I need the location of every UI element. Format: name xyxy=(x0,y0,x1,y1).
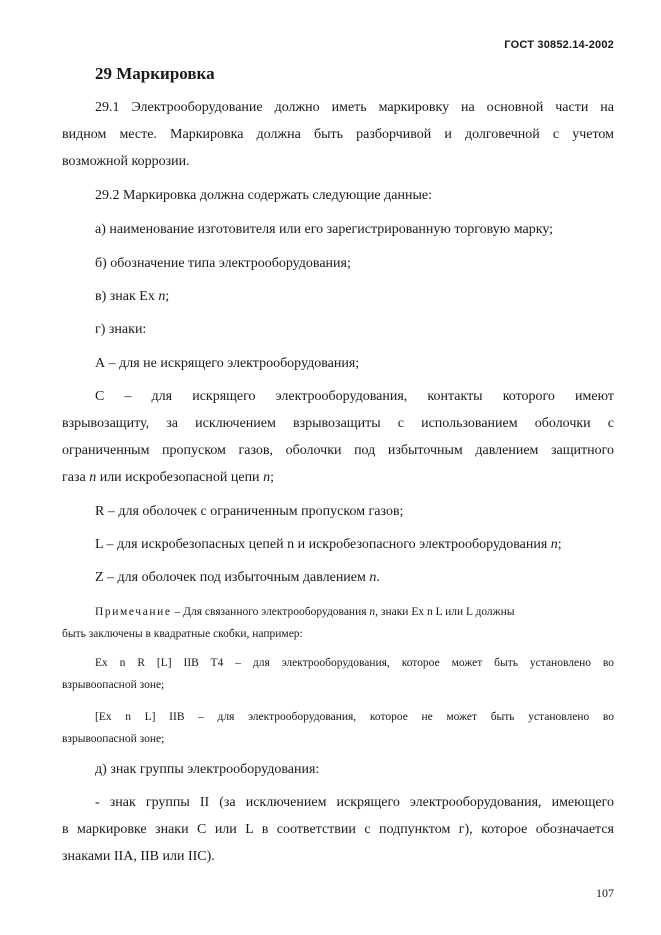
example-1-line2: взрывоопасной зоне; xyxy=(62,679,165,691)
mark-C-italic-2: n xyxy=(263,470,271,485)
item-v xyxy=(95,289,169,305)
group-mark-line3: знаками IIA, IIB или IIC). xyxy=(62,849,215,864)
paragraph-29-1-line1: 29.1 Электрооборудование должно иметь маркировку на основной части на xyxy=(95,100,614,115)
mark-C-line4-mid: или искробезопасной цепи xyxy=(96,470,264,485)
mark-C-line4-suffix: ; xyxy=(270,470,274,485)
mark-L-text: L – для искробезопасных цепей n и искробезопасного электрооборудования xyxy=(95,537,551,552)
paragraph-29-2: 29.2 Маркировка должна содержать следующие данные: xyxy=(95,188,432,203)
mark-Z-suffix: . xyxy=(376,570,380,585)
example-2-line1: [Ex n L] IIB – для электрооборудования, которое не может быть установлено во xyxy=(95,711,614,723)
mark-A: А – для не искрящего электрооборудования; xyxy=(95,356,360,371)
item-d: д) знак группы электрооборудования: xyxy=(95,762,320,777)
mark-C-line4 xyxy=(62,470,274,486)
note-text: – Для связанного электрооборудования xyxy=(171,606,370,618)
mark-L xyxy=(95,537,562,553)
mark-L-suffix: ; xyxy=(557,537,562,552)
item-a: а) наименование изготовителя или его зарегистрированную торговую марку; xyxy=(95,222,554,237)
group-mark-line1: - знак группы II (за исключением искрящего электрооборудования, имеющего xyxy=(95,795,614,810)
mark-C-line2: взрывозащиту, за исключением взрывозащиты с использованием оболочки с xyxy=(62,416,614,431)
item-g: г) знаки: xyxy=(95,322,147,337)
note-label: Примечание xyxy=(95,606,172,618)
page-number: 107 xyxy=(596,886,614,900)
item-v-text: в) знак Ex xyxy=(95,289,159,304)
note-italic: n xyxy=(369,606,376,618)
paragraph-29-1-line2: видном месте. Маркировка должна быть разборчивой и долговечной с учетом xyxy=(62,127,614,142)
mark-Z-text: Z – для оболочек под избыточным давлением xyxy=(95,570,370,585)
mark-C-line4-text: газа xyxy=(62,470,90,485)
standard-header: ГОСТ 30852.14-2002 xyxy=(504,39,614,51)
note-text-end: , знаки Ex n L или L должны xyxy=(375,606,515,618)
note-line1 xyxy=(95,601,614,623)
mark-C-line3: ограниченным пропуском газов, оболочки под избыточным давлением защитного xyxy=(62,443,614,458)
note-line2: быть заключены в квадратные скобки, например: xyxy=(62,628,303,640)
item-v-suffix: ; xyxy=(165,289,170,304)
section-title: 29 Маркировка xyxy=(95,64,215,83)
item-v-italic: n xyxy=(158,289,166,304)
mark-L-italic: n xyxy=(550,537,558,552)
group-mark-line2: в маркировке знаки С или L в соответствии с подпунктом г), которое обозначается xyxy=(62,822,614,837)
mark-Z xyxy=(95,570,380,586)
item-b: б) обозначение типа электрооборудования; xyxy=(95,256,351,271)
mark-Z-italic: n xyxy=(369,570,377,585)
mark-C-line1: С – для искрящего электрооборудования, контакты которого имеют xyxy=(95,389,614,404)
example-1-line1: Ex n R [L] IIB T4 – для электрооборудования, которое может быть установлено во xyxy=(95,657,614,669)
mark-C-italic-1: n xyxy=(89,470,97,485)
example-2-line2: взрывоопасной зоне; xyxy=(62,733,165,745)
mark-R: R – для оболочек с ограниченным пропуском газов; xyxy=(95,504,404,519)
paragraph-29-1-line3: возможной коррозии. xyxy=(62,154,190,169)
